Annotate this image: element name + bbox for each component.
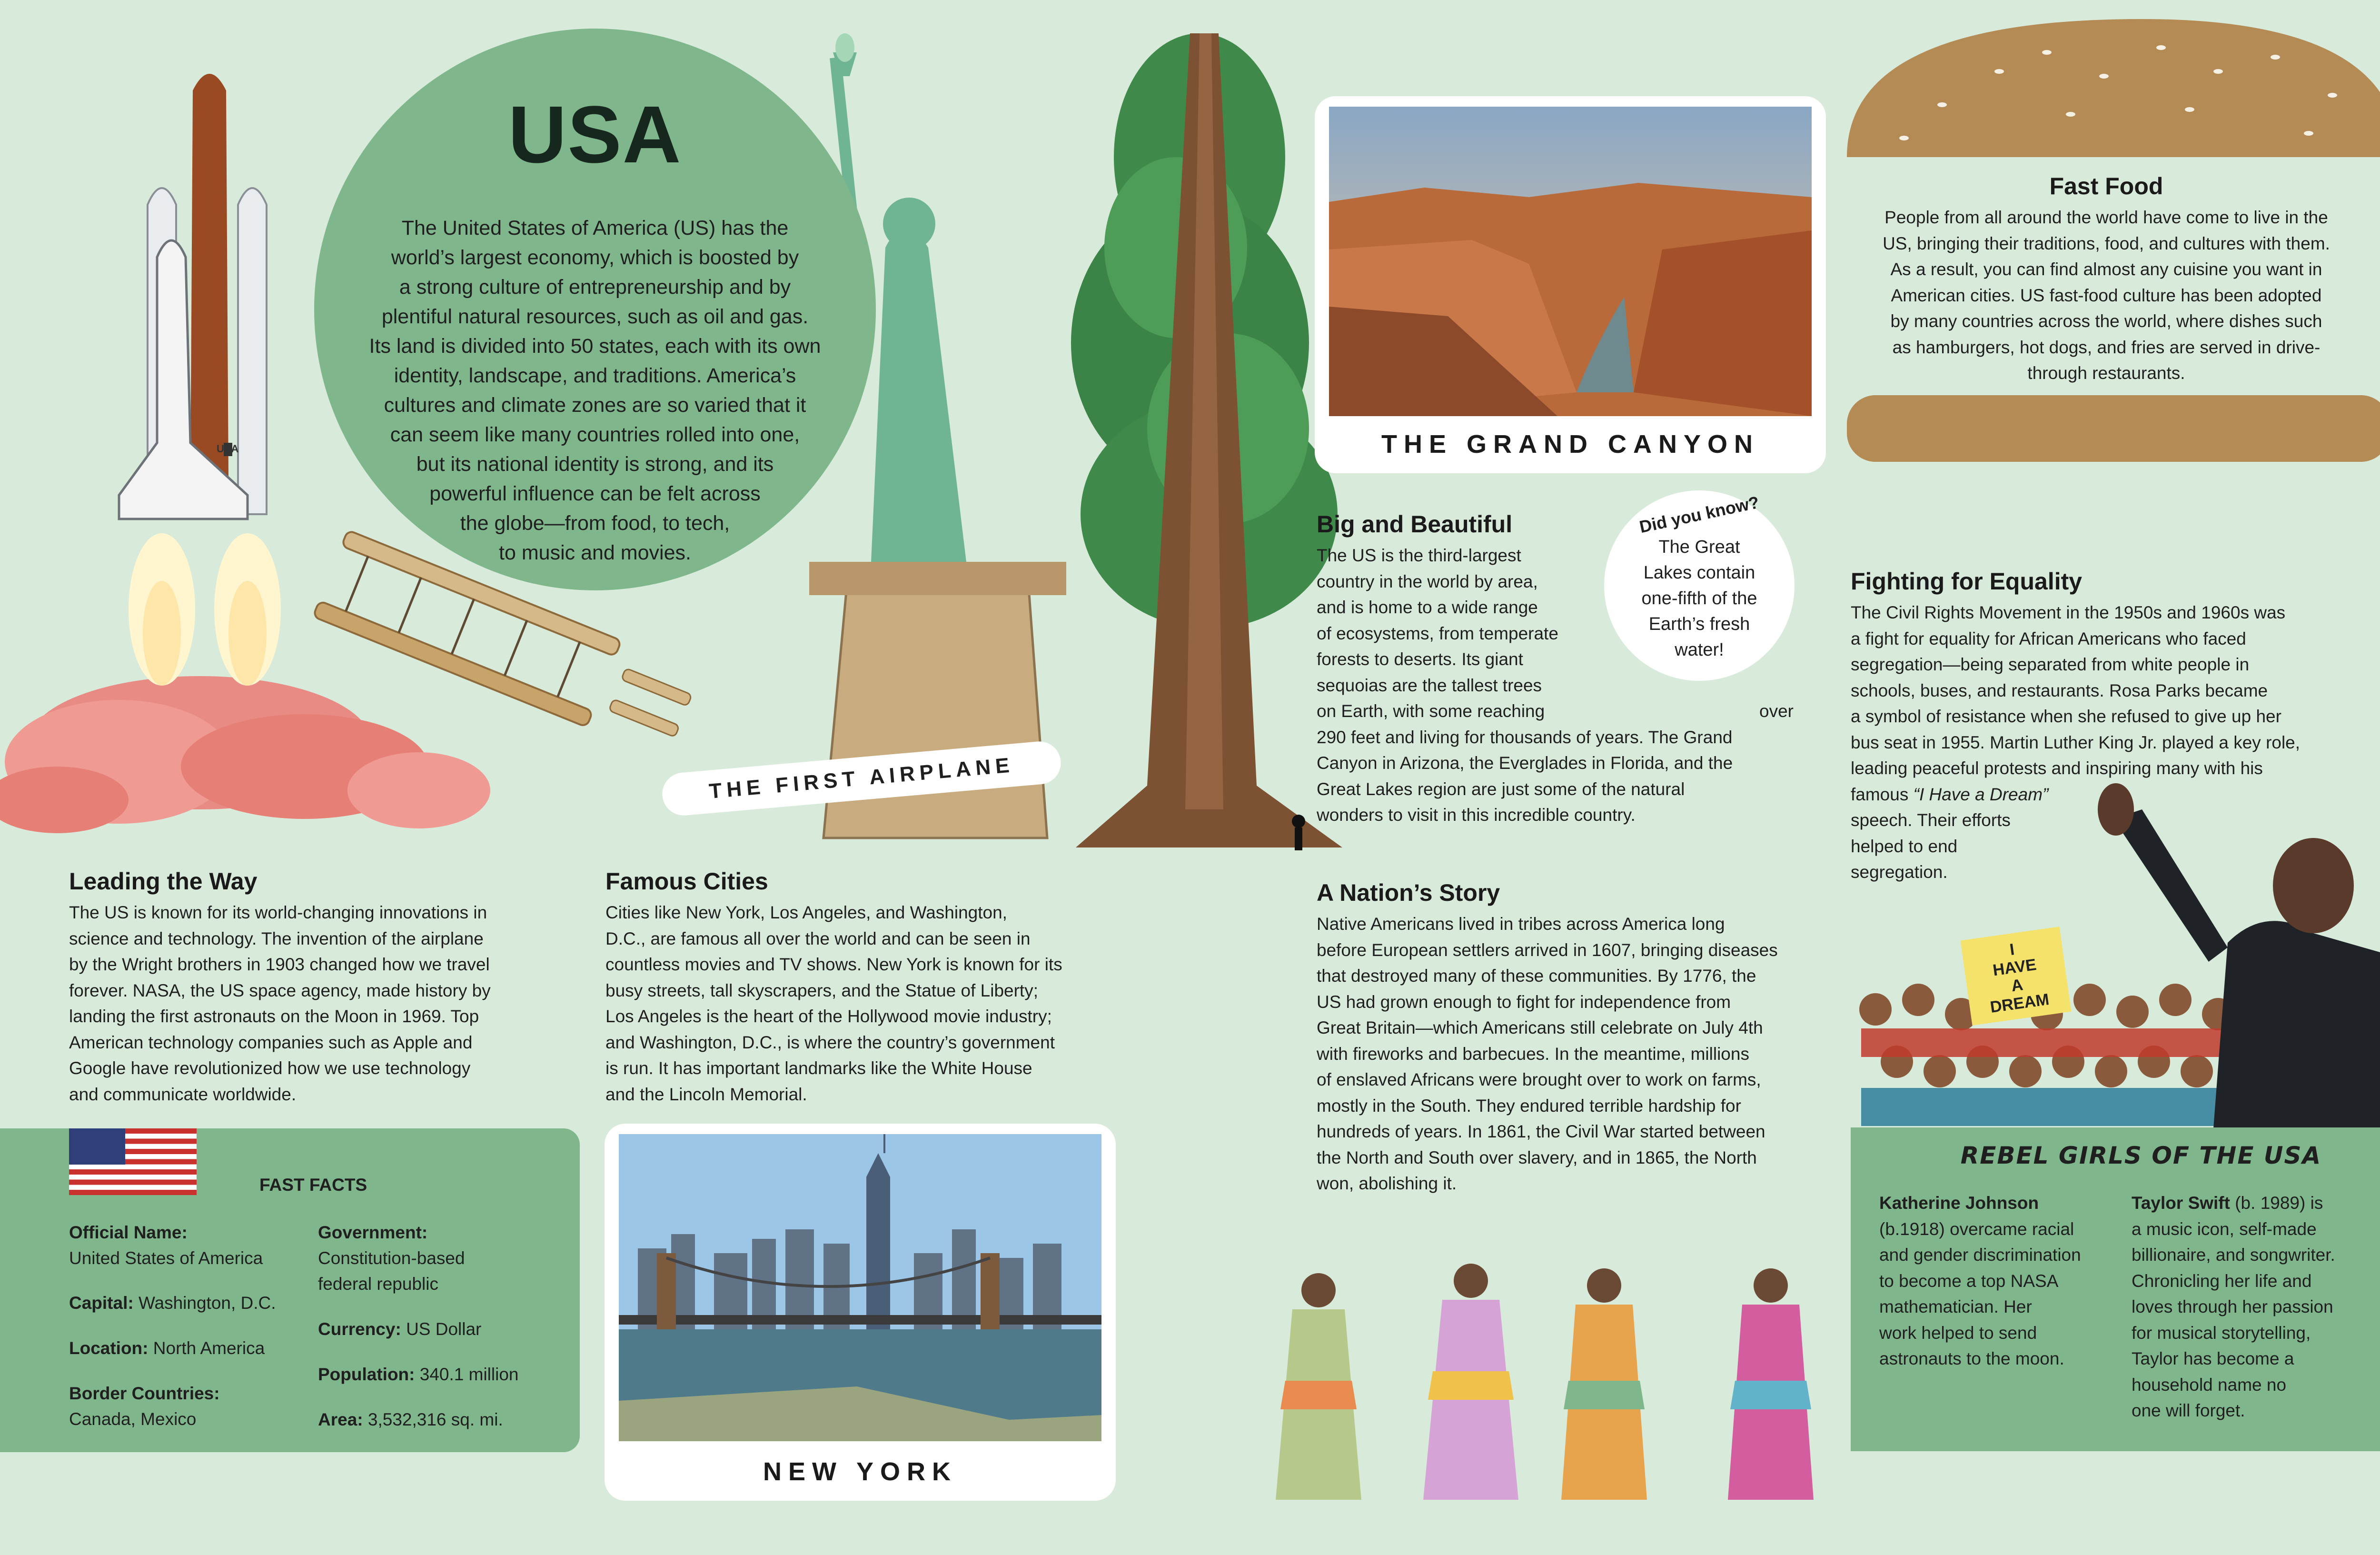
airplane-caption: THE FIRST AIRPLANE xyxy=(708,753,1015,803)
fact-area: Area: 3,532,316 sq. mi. xyxy=(318,1410,503,1429)
big-heading: Big and Beautiful xyxy=(1317,511,1513,538)
did-you-know-bubble xyxy=(1604,490,1795,681)
page-title: USA xyxy=(508,90,682,180)
fast-food-heading: Fast Food xyxy=(2049,173,2163,199)
equality-body: The Civil Rights Movement in the 1950s and 1960s was a fight for equality for African Americans who faced segregation—being separated from white people in schools, buses, and restaurants. Rosa Parks became a symbol of resistance when she refused to give up her bus seat in 1955. Martin Luther King Jr. played a key role, leading peaceful protests and inspiring many with his famous “I Have a Dream” speech. Their efforts helped to end segregation. xyxy=(1851,603,2301,882)
fighting-for-equality-section xyxy=(1851,568,2379,886)
grand-canyon-photo xyxy=(1329,107,1812,416)
fast-food-section xyxy=(1847,172,2366,387)
rebel-girls-title: REBEL GIRLS OF THE USA xyxy=(1960,1142,2322,1169)
fact-official-name: Official Name: United States of America xyxy=(69,1223,263,1268)
new-york-photo xyxy=(619,1134,1101,1441)
fast-facts-panel xyxy=(0,1128,580,1452)
cities-heading: Famous Cities xyxy=(605,868,768,895)
leading-body: The US is known for its world-changing innovations in science and technology. The invention of the airplane by the Wright brothers in 1903 changed how we travel forever. NASA, the US space agency, made history by landing the first astronauts on the Moon in 1969. Top American technology companies such as Apple and Google have revolutionized how we use technology and communicate worldwide. xyxy=(69,903,491,1104)
did-you-know-text: The Great Lakes contain one-fifth of the Earth’s fresh water! xyxy=(1641,537,1757,660)
fast-facts-title: FAST FACTS xyxy=(259,1175,367,1195)
fact-location: Location: North America xyxy=(69,1338,265,1358)
equality-heading: Fighting for Equality xyxy=(1851,568,2082,595)
new-york-caption: NEW YORK xyxy=(763,1457,958,1486)
fast-food-body: People from all around the world have come to live in the US, bringing their traditions, food, and cultures with them. As a result, you can find almost any cuisine you want in American cities. US fast-food culture has been adopted by many countries across the world, where dishes such as hamburgers, hot dogs, and fries are served in drive- through restaurants. xyxy=(1883,208,2330,383)
fact-currency: Currency: US Dollar xyxy=(318,1319,482,1339)
fact-capital: Capital: Washington, D.C. xyxy=(69,1293,276,1313)
fact-border-countries: Border Countries: Canada, Mexico xyxy=(69,1384,220,1429)
nations-story-section xyxy=(1317,879,1850,1197)
fact-population: Population: 340.1 million xyxy=(318,1365,519,1384)
famous-cities-section xyxy=(605,867,1139,1107)
protest-sign: I HAVE A DREAM xyxy=(1989,940,2051,1017)
leading-heading: Leading the Way xyxy=(69,868,258,895)
native-american-dancers-illustration xyxy=(1276,1264,1814,1500)
new-york-card xyxy=(605,1124,1116,1501)
sequoia-tree-illustration xyxy=(1071,33,1342,850)
leading-the-way-section xyxy=(69,867,583,1107)
shuttle-usa-label: USA xyxy=(217,443,239,455)
nation-body: Native Americans lived in tribes across America long before European settlers arrived in 1607, bringing diseases that destroyed many of these communities. By 1776, the US had grown enough to fight for independence from Great Britain—which Americans still celebrate on July 4th with fireworks and barbecues. In the meantime, millions of enslaved Africans were brought over to work on farms, mostly in the South. They endured terrible hardship for hundreds of years. In 1861, the Civil War started between the North and South over slavery, and in 1865, the North won, abolishing it. xyxy=(1317,914,1778,1193)
grand-canyon-caption: THE GRAND CANYON xyxy=(1381,430,1759,459)
rebel-taylor-swift: Taylor Swift (b. 1989) is a music icon, self-made billionaire, and songwriter. Chronicling her life and loves through her passion for musical storytelling, Taylor has become a household name no one will forget. xyxy=(2132,1193,2335,1420)
grand-canyon-card xyxy=(1315,96,1826,473)
nation-heading: A Nation’s Story xyxy=(1317,879,1500,906)
cities-body: Cities like New York, Los Angeles, and Washington, D.C., are famous all over the world and can be seen in countless movies and TV shows. New York is known for its busy streets, tall skyscrapers, and the Statue of Liberty; Los Angeles is the heart of the Hollywood movie industry; and Washington, D.C., is where the country’s government is run. It has important landmarks like the White House and the Lincoln Memorial. xyxy=(605,903,1062,1104)
rebel-girls-panel xyxy=(1851,1127,2380,1451)
intro-paragraph: The United States of America (US) has the world’s largest economy, which is boosted by a strong culture of entrepreneurship and by plentiful natural resources, such as oil and gas. Its land is divided into 50 states, each with its own identity, landscape, and traditions. America’s cultures and climate zones are so varied that it can seem like many countries rolled into one, but its national identity is strong, and its powerful influence can be felt across the globe—from food, to tech, to music and movies. xyxy=(369,217,821,564)
us-flag-icon xyxy=(69,1128,197,1195)
big-body: The US is the third-largest country in the world by area, and is home to a wide range of ecosystems, from temperate forests to deserts. Its giant sequoias are the tallest trees on Earth, with some reaching over 290 feet and living for thousands of years. The Grand Canyon in Arizona, the Everglades in Florida, and the Great Lakes region are just some of the natural wonders to visit in this incredible country. xyxy=(1317,546,1794,825)
did-you-know-title: Did you know? xyxy=(1637,492,1761,537)
rebel-katherine-johnson: Katherine Johnson (b.1918) overcame racial and gender discrimination to become a top NASA mathematician. Her work helped to send astronauts to the moon. xyxy=(1879,1193,2081,1368)
speech-title: “I Have a Dream” xyxy=(1913,784,2049,804)
fact-government: Government: Constitution-based federal republic xyxy=(318,1223,465,1294)
